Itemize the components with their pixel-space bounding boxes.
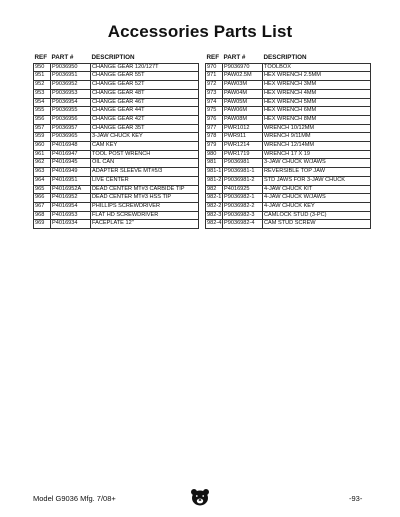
ref-cell: 973 <box>206 89 223 98</box>
part-number-cell: PWR1719 <box>223 150 263 159</box>
table-row <box>206 176 371 185</box>
description-cell: HEX WRENCH 5MM <box>263 98 371 107</box>
description-cell: 3-JAW CHUCK KEY <box>91 133 199 142</box>
description-cell: CHANGE GEAR 35T <box>91 124 199 133</box>
table-row <box>34 211 199 220</box>
table-header-row <box>34 54 199 63</box>
part-number-cell: P9036982-1 <box>223 194 263 203</box>
table-row <box>34 89 199 98</box>
description-cell: 3-JAW CHUCK W/JAWS <box>263 159 371 168</box>
table-row <box>34 168 199 177</box>
ref-cell: 974 <box>206 98 223 107</box>
table-row <box>206 72 371 81</box>
description-cell: HEX WRENCH 8MM <box>263 115 371 124</box>
page-title: Accessories Parts List <box>107 22 293 41</box>
part-number-cell: PAW02.5M <box>223 72 263 81</box>
header-description: DESCRIPTION <box>91 54 135 61</box>
description-cell: CAM KEY <box>91 142 199 151</box>
table-row <box>206 220 371 229</box>
table-row <box>34 176 199 185</box>
part-number-cell: P9036982-3 <box>223 211 263 220</box>
description-cell: WRENCH 9/11MM <box>263 133 371 142</box>
description-cell: REVERSIBLE TOP JAW <box>263 168 371 177</box>
part-number-cell: P4016949 <box>51 168 91 177</box>
footer-model: Model G9036 Mfg. 7/08+ <box>33 494 116 503</box>
description-cell: DEAD CENTER MT#3 HSS TIP <box>91 194 199 203</box>
parts-table-left <box>33 54 199 229</box>
description-cell: PHILLIPS SCREWDRIVER <box>91 202 199 211</box>
page-number: -93- <box>349 494 363 503</box>
ref-cell: 972 <box>206 81 223 90</box>
description-cell: WRENCH 10/12MM <box>263 124 371 133</box>
description-cell: WRENCH 12/14MM <box>263 142 371 151</box>
table-row <box>206 89 371 98</box>
ref-cell: 964 <box>34 176 51 185</box>
part-number-cell: P9036982-2 <box>223 202 263 211</box>
description-cell: CHANGE GEAR 42T <box>91 115 199 124</box>
ref-cell: 956 <box>34 115 51 124</box>
header-description: DESCRIPTION <box>263 54 307 61</box>
table-row <box>34 220 199 229</box>
ref-cell: 981-2 <box>206 176 223 185</box>
part-number-cell: P4016954 <box>51 202 91 211</box>
description-cell: CHANGE GEAR 120/127T <box>91 63 199 72</box>
ref-cell: 979 <box>206 142 223 151</box>
table-row <box>34 142 199 151</box>
table-row <box>206 185 371 194</box>
part-number-cell: PAW06M <box>223 107 263 116</box>
part-number-cell: PAW03M <box>223 81 263 90</box>
part-number-cell: P4016948 <box>51 142 91 151</box>
part-number-cell: P4016951 <box>51 176 91 185</box>
table-row <box>206 168 371 177</box>
description-cell: FLAT HD SCREWDRIVER <box>91 211 199 220</box>
table-row <box>34 115 199 124</box>
part-number-cell: PAW04M <box>223 89 263 98</box>
ref-cell: 969 <box>34 220 51 229</box>
table-row <box>206 202 371 211</box>
ref-cell: 981-1 <box>206 168 223 177</box>
table-row <box>206 81 371 90</box>
header-part: PART # <box>223 54 246 61</box>
part-number-cell: P9036951 <box>51 72 91 81</box>
table-row <box>206 63 371 72</box>
ref-cell: 955 <box>34 107 51 116</box>
description-cell: CAM STUD SCREW <box>263 220 371 229</box>
part-number-cell: PWR911 <box>223 133 263 142</box>
header-ref: REF <box>34 54 48 61</box>
ref-cell: 976 <box>206 115 223 124</box>
header-ref: REF <box>206 54 220 61</box>
part-number-cell: P9036954 <box>51 98 91 107</box>
part-number-cell: P9036982-4 <box>223 220 263 229</box>
description-cell: CHANGE GEAR 48T <box>91 89 199 98</box>
part-number-cell: P9036952 <box>51 81 91 90</box>
part-number-cell: PAW05M <box>223 98 263 107</box>
table-row <box>34 133 199 142</box>
part-number-cell: P9036955 <box>51 107 91 116</box>
ref-cell: 968 <box>34 211 51 220</box>
ref-cell: 957 <box>34 124 51 133</box>
ref-cell: 950 <box>34 63 51 72</box>
table-row <box>206 211 371 220</box>
description-cell: 4-JAW CHUCK W/JAWS <box>263 194 371 203</box>
table-row <box>34 72 199 81</box>
table-row <box>34 124 199 133</box>
ref-cell: 952 <box>34 81 51 90</box>
description-cell: CHANGE GEAR 44T <box>91 107 199 116</box>
ref-cell: 967 <box>34 202 51 211</box>
ref-cell: 977 <box>206 124 223 133</box>
description-cell: TOOL POST WRENCH <box>91 150 199 159</box>
ref-cell: 963 <box>34 168 51 177</box>
part-number-cell: P4016945 <box>51 159 91 168</box>
ref-cell: 959 <box>34 133 51 142</box>
ref-cell: 975 <box>206 107 223 116</box>
description-cell: HEX WRENCH 3MM <box>263 81 371 90</box>
table-row <box>34 81 199 90</box>
table-row <box>206 124 371 133</box>
ref-cell: 951 <box>34 72 51 81</box>
description-cell: STD JAWS FOR 3-JAW CHUCK <box>263 176 371 185</box>
parts-table-right <box>205 54 371 229</box>
ref-cell: 966 <box>34 194 51 203</box>
part-number-cell: P4016952A <box>51 185 91 194</box>
ref-cell: 961 <box>34 150 51 159</box>
description-cell: CHANGE GEAR 52T <box>91 81 199 90</box>
part-number-cell: P9036981-1 <box>223 168 263 177</box>
header-part: PART # <box>51 54 74 61</box>
part-number-cell: PWR1012 <box>223 124 263 133</box>
ref-cell: 971 <box>206 72 223 81</box>
ref-cell: 965 <box>34 185 51 194</box>
table-row <box>34 202 199 211</box>
table-header-row <box>206 54 371 63</box>
part-number-cell: PWR1214 <box>223 142 263 151</box>
ref-cell: 982-3 <box>206 211 223 220</box>
table-row <box>206 150 371 159</box>
part-number-cell: P9036956 <box>51 115 91 124</box>
ref-cell: 982-1 <box>206 194 223 203</box>
table-row <box>34 185 199 194</box>
ref-cell: 982-2 <box>206 202 223 211</box>
part-number-cell: P4016934 <box>51 220 91 229</box>
part-number-cell: P9036970 <box>223 63 263 72</box>
part-number-cell: P4016947 <box>51 150 91 159</box>
part-number-cell: P9036981 <box>223 159 263 168</box>
table-row <box>206 142 371 151</box>
table-row <box>34 159 199 168</box>
description-cell: HEX WRENCH 2.5MM <box>263 72 371 81</box>
description-cell: HEX WRENCH 6MM <box>263 107 371 116</box>
ref-cell: 980 <box>206 150 223 159</box>
description-cell: TOOLBOX <box>263 63 371 72</box>
description-cell: LIVE CENTER <box>91 176 199 185</box>
part-number-cell: P9036965 <box>51 133 91 142</box>
ref-cell: 962 <box>34 159 51 168</box>
ref-cell: 981 <box>206 159 223 168</box>
description-cell: 4-JAW CHUCK KEY <box>263 202 371 211</box>
description-cell: 4-JAW CHUCK KIT <box>263 185 371 194</box>
ref-cell: 982 <box>206 185 223 194</box>
description-cell: FACEPLATE 12" <box>91 220 199 229</box>
ref-cell: 982-4 <box>206 220 223 229</box>
table-row <box>206 159 371 168</box>
description-cell: OIL CAN <box>91 159 199 168</box>
table-row <box>34 98 199 107</box>
part-number-cell: P4016952 <box>51 194 91 203</box>
ref-cell: 953 <box>34 89 51 98</box>
description-cell: HEX WRENCH 4MM <box>263 89 371 98</box>
description-cell: CHANGE GEAR 55T <box>91 72 199 81</box>
ref-cell: 978 <box>206 133 223 142</box>
table-row <box>34 63 199 72</box>
table-row <box>206 133 371 142</box>
ref-cell: 970 <box>206 63 223 72</box>
table-row <box>206 98 371 107</box>
description-cell: CAMLOCK STUD (3-PC) <box>263 211 371 220</box>
table-row <box>34 150 199 159</box>
part-number-cell: P9036957 <box>51 124 91 133</box>
description-cell: CHANGE GEAR 46T <box>91 98 199 107</box>
part-number-cell: P9036950 <box>51 63 91 72</box>
table-row <box>206 194 371 203</box>
ref-cell: 954 <box>34 98 51 107</box>
table-row <box>206 115 371 124</box>
part-number-cell: P9036981-2 <box>223 176 263 185</box>
table-row <box>206 107 371 116</box>
part-number-cell: P4016925 <box>223 185 263 194</box>
description-cell: ADAPTER SLEEVE MT#5/3 <box>91 168 199 177</box>
part-number-cell: P9036953 <box>51 89 91 98</box>
part-number-cell: P4016953 <box>51 211 91 220</box>
table-row <box>34 107 199 116</box>
part-number-cell: PAW08M <box>223 115 263 124</box>
description-cell: WRENCH 17 X 19 <box>263 150 371 159</box>
description-cell: DEAD CENTER MT#3 CARBIDE TIP <box>91 185 199 194</box>
table-row <box>34 194 199 203</box>
grizzly-bear-logo-icon <box>190 488 210 506</box>
ref-cell: 960 <box>34 142 51 151</box>
